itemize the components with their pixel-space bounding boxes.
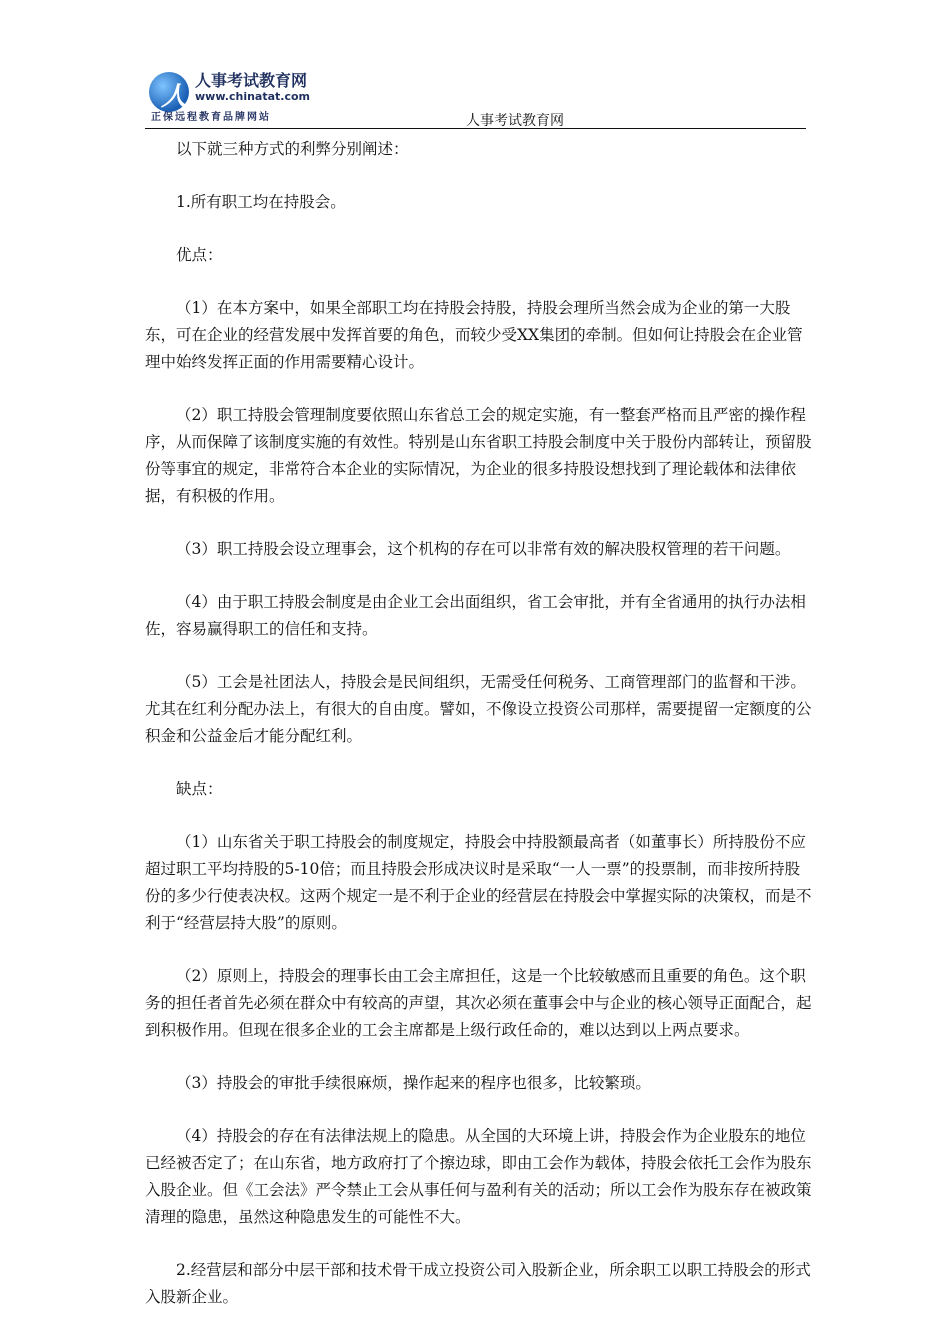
advantages-heading: 优点： <box>176 246 223 264</box>
advantage-item-5: （5）工会是社团法人，持股会是民间组织，无需受任何税务、工商管理部门的监督和干涉。尤其在红利分配办法上，有很大的自由度。譬如，不像设立投资公司那样，需要提留一定额度的公积金和公益金后才能分配红利。 <box>145 673 812 745</box>
disadvantage-item-1: （1）山东省关于职工持股会的制度规定，持股会中持股额最高者（如董事长）所持股份不应超过职工平均持股的5-10倍；而且持股会形成决议时是采取“一人一票”的投票制，而非按所持股份的多少行使表决权。这两个规定一是不利于企业的经营层在持股会中掌握实际的决策权，而是不利于“经营层持大股”的原则。 <box>145 833 812 932</box>
logo-name: 人事考试教育网 <box>195 71 308 90</box>
logo-slogan: 正保远程教育品牌网站 <box>151 112 271 123</box>
site-logo <box>145 66 310 124</box>
paragraph-intro: 以下就三种方式的利弊分别阐述： <box>176 140 409 158</box>
advantage-item-3: （3）职工持股会设立理事会，这个机构的存在可以非常有效的解决股权管理的若干问题。 <box>176 540 791 558</box>
advantage-item-2: （2）职工持股会管理制度要依照山东省总工会的规定实施，有一整套严格而且严密的操作程序，从而保障了该制度实施的有效性。特别是山东省职工持股会制度中关于股份内部转让，预留股份等事宜的规定，非常符合本企业的实际情况，为企业的很多持股设想找到了理论载体和法律依据，有积极的作用。 <box>145 406 812 505</box>
advantage-item-1: （1）在本方案中，如果全部职工均在持股会持股，持股会理所当然会成为企业的第一大股东，可在企业的经营发展中发挥首要的角色，而较少受XX集团的牵制。但如何让持股会在企业管理中始终发挥正面的作用需要精心设计。 <box>145 299 803 371</box>
header-site-title: 人事考试教育网 <box>466 113 564 129</box>
advantage-item-4: （4）由于职工持股会制度是由企业工会出面组织，省工会审批，并有全省通用的执行办法相佐，容易赢得职工的信任和支持。 <box>145 593 806 638</box>
disadvantage-item-4: （4）持股会的存在有法律法规上的隐患。从全国的大环境上讲，持股会作为企业股东的地位已经被否定了；在山东省，地方政府打了个擦边球，即由工会作为载体，持股会依托工会作为股东入股企业。但《工会法》严令禁止工会从事任何与盈利有关的活动；所以工会作为股东存在被政策清理的隐患，虽然这种隐患发生的可能性不大。 <box>145 1127 812 1226</box>
disadvantage-item-2: （2）原则上，持股会的理事长由工会主席担任，这是一个比较敏感而且重要的角色。这个职务的担任者首先必须在群众中有较高的声望，其次必须在董事会中与企业的核心领导正面配合，起到积极作用。但现在很多企业的工会主席都是上级行政任命的，难以达到以上两点要求。 <box>145 967 812 1039</box>
logo-url: www.chinatat.com <box>195 90 310 103</box>
disadvantage-item-3: （3）持股会的审批手续很麻烦，操作起来的程序也很多，比较繁琐。 <box>176 1074 651 1092</box>
section-heading-1: 1.所有职工均在持股会。 <box>176 193 346 211</box>
document-body <box>145 136 815 1337</box>
disadvantages-heading: 缺点： <box>176 780 223 798</box>
header-divider <box>145 128 806 129</box>
section-heading-2: 2.经营层和部分中层干部和技术骨干成立投资公司入股新企业，所余职工以职工持股会的形式入股新企业。 <box>145 1261 811 1306</box>
logo-letter-icon: 人 <box>161 82 188 112</box>
